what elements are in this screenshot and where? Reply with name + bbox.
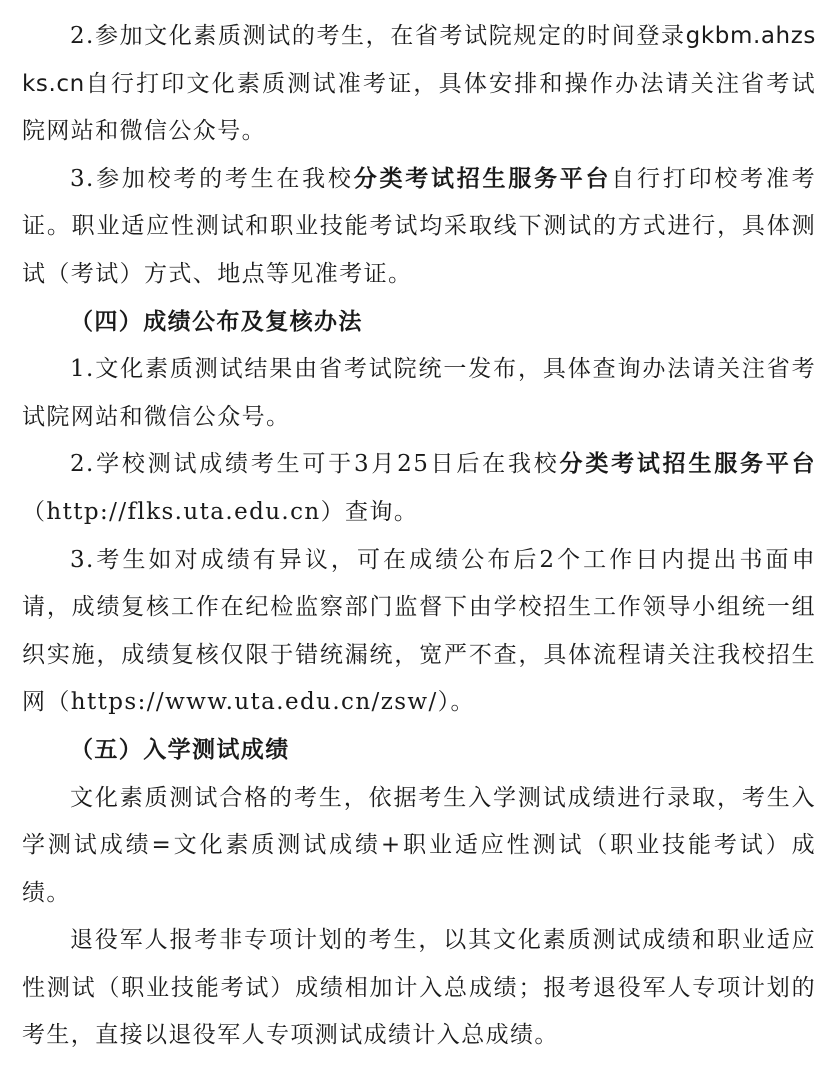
admission-heading: （五）入学测试成绩 <box>70 736 290 763</box>
admission-paragraph-2: 退役军人报考非专项计划的考生，以其文化素质测试成绩和职业适应性测试（职业技能考试）成绩相加计入总成绩；报考退役军人专项计划的考生，直接以退役军人专项测试成绩计入总成绩。 <box>22 927 816 1049</box>
item2-text-a: 2.参加文化素质测试的考生，在省考试院规定的时间登录 <box>70 23 686 49</box>
results-platform-name: 分类考试招生服务平台 <box>559 451 817 478</box>
results-item-1: 1.文化素质测试结果由省考试院统一发布，具体查询办法请关注省考试院网站和微信公众号。 <box>22 356 816 430</box>
results-item2-text-b: 查询。 <box>345 498 419 525</box>
service-platform-name: 分类考试招生服务平台 <box>353 165 612 192</box>
admission-paragraph-1: 文化素质测试合格的考生，依据考生入学测试成绩进行录取，考生入学测试成绩=文化素质测试成绩+职业适应性测试（职业技能考试）成绩。 <box>22 784 816 906</box>
exam-ticket-item-2 <box>22 13 816 156</box>
results-item-2 <box>22 441 816 536</box>
results-item2-text-a: 2.学校测试成绩考生可于3月25日后在我校 <box>70 451 560 478</box>
item2-text-b: 自行打印文化素质测试准考证，具体安排和操作办法请关注省考试院网站和微信公众号。 <box>22 70 816 145</box>
document-page <box>22 13 816 1060</box>
item3-text-a: 3.参加校考的考生在我校 <box>70 165 354 192</box>
results-item-3: 3.考生如对成绩有异议，可在成绩公布后2个工作日内提出书面申请，成绩复核工作在纪检监察部门监督下由学校招生工作领导小组统一组织实施，成绩复核仅限于错统漏统，宽严不查，具体流程请关注我校招生网（https://www.uta.edu.cn/zsw/）。 <box>22 546 816 716</box>
exam-ticket-item-3 <box>22 156 816 299</box>
registration-url[interactable]: gkbm.ahzsks.cn <box>22 23 816 97</box>
results-heading: （四）成绩公布及复核办法 <box>70 308 363 335</box>
item3-text-b: 自行打印校考准考证。职业适应性测试和职业技能考试均采取线下测试的方式进行，具体测试（考试）方式、地点等见准考证。 <box>22 165 817 287</box>
results-platform-url[interactable]: （http://flks.uta.edu.cn） <box>22 498 346 525</box>
